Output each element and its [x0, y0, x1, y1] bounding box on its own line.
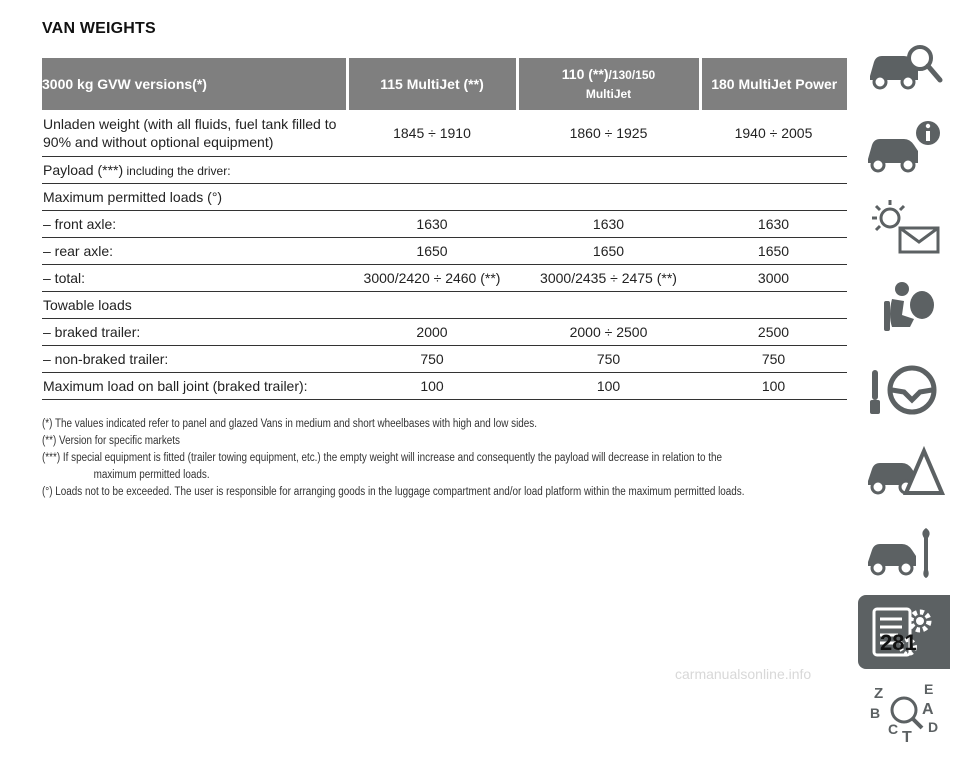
watermark: carmanualsonline.info [675, 666, 812, 682]
rear-axle-value-115: 1650 [347, 238, 517, 265]
header-110-130-150-multijet [517, 58, 700, 110]
total-value-110: 3000/2435 ÷ 2475 (**) [517, 265, 700, 292]
index-letter-b: B [870, 705, 881, 721]
ball-joint-value-115: 100 [347, 373, 517, 400]
car-maintenance-icon [862, 518, 946, 584]
header-110-label: 110 (**) [561, 66, 609, 82]
front-axle-value-115: 1630 [347, 211, 517, 238]
braked-trailer-value-110: 2000 ÷ 2500 [517, 319, 700, 346]
ball-joint-value-110: 100 [517, 373, 700, 400]
table-row-non-braked-trailer [42, 346, 847, 373]
index-letter-d: D [928, 719, 939, 735]
table-row-braked-trailer [42, 319, 847, 346]
van-weights-table [42, 58, 847, 400]
index-letter-e: E [924, 681, 934, 697]
tab-starting-and-driving[interactable] [858, 271, 950, 345]
footnote-2: (**) Version for specific markets [42, 435, 180, 447]
non-braked-trailer-value-180: 750 [700, 346, 847, 373]
rear-axle-label: – rear axle: [42, 238, 347, 265]
footnote-1: (*) The values indicated refer to panel and glazed Vans in medium and short wheelbases with high and low sides. [42, 418, 537, 430]
footnote-4: (°) Loads not to be exceeded. The user is responsible for arranging goods in the luggage compartment and/or load platform within the maximum permitted loads. [42, 486, 745, 498]
front-axle-label: – front axle: [42, 211, 347, 238]
header-versions: 3000 kg GVW versions(*) [42, 58, 347, 110]
unladen-label-line2: 90% and without optional equipment) [43, 134, 274, 150]
front-axle-value-110: 1630 [517, 211, 700, 238]
non-braked-trailer-value-110: 750 [517, 346, 700, 373]
braked-trailer-value-115: 2000 [347, 319, 517, 346]
alphabetical-index-icon [862, 680, 946, 746]
max-loads-label: Maximum permitted loads (°) [42, 184, 847, 211]
unladen-label-line1: Unladen weight (with all fluids, fuel tank filled to [43, 116, 337, 132]
index-letter-t: T [902, 729, 912, 746]
total-value-180: 3000 [700, 265, 847, 292]
table-row-towable-loads [42, 292, 847, 319]
index-letter-z: Z [874, 685, 884, 702]
unladen-weight-label [42, 110, 347, 157]
tab-safety[interactable] [858, 109, 950, 183]
braked-trailer-label: – braked trailer: [42, 319, 347, 346]
table-row-ball-joint [42, 373, 847, 400]
unladen-value-180: 1940 ÷ 2005 [700, 110, 847, 157]
payload-note-text: including the driver: [123, 164, 231, 178]
non-braked-trailer-label: – non-braked trailer: [42, 346, 347, 373]
non-braked-trailer-value-115: 750 [347, 346, 517, 373]
table-row-rear-axle [42, 238, 847, 265]
warning-lights-icon [862, 194, 946, 260]
braked-trailer-value-180: 2500 [700, 319, 847, 346]
car-info-icon [862, 113, 946, 179]
table-row-unladen-weight [42, 110, 847, 157]
table-row-max-loads [42, 184, 847, 211]
header-130-150-label: /130/150 [608, 68, 656, 82]
index-letter-a: A [922, 701, 934, 718]
tab-warning-lights[interactable] [858, 190, 950, 264]
payload-label-text: Payload (***) [43, 162, 124, 178]
total-value-115: 3000/2420 ÷ 2460 (**) [347, 265, 517, 292]
tab-servicing-and-care[interactable] [858, 433, 950, 507]
footnotes [42, 416, 850, 501]
ball-joint-value-180: 100 [700, 373, 847, 400]
car-search-icon [862, 32, 946, 98]
footnote-3-continued: maximum permitted loads. [93, 469, 210, 481]
total-label: – total: [42, 265, 347, 292]
tab-maintenance[interactable] [858, 514, 950, 588]
tab-index[interactable] [858, 676, 950, 750]
tab-in-an-emergency[interactable] [858, 352, 950, 426]
steering-wheel-icon [862, 356, 946, 422]
tab-knowing-the-vehicle[interactable] [858, 28, 950, 102]
table-row-front-axle [42, 211, 847, 238]
towable-loads-label: Towable loads [42, 292, 847, 319]
page-title: VAN WEIGHTS [42, 20, 156, 37]
unladen-value-115: 1845 ÷ 1910 [347, 110, 517, 157]
header-multijet-label: MultiJet [585, 87, 632, 101]
unladen-value-110: 1860 ÷ 1925 [517, 110, 700, 157]
footnote-3: (***) If special equipment is fitted (trailer towing equipment, etc.) the empty weight will increase and consequently the payload will decrease in relation to the [42, 452, 723, 464]
payload-label [42, 157, 847, 184]
front-axle-value-180: 1630 [700, 211, 847, 238]
header-115-multijet: 115 MultiJet (**) [347, 58, 517, 110]
rear-axle-value-180: 1650 [700, 238, 847, 265]
ball-joint-label: Maximum load on ball joint (braked trailer): [42, 373, 347, 400]
index-letter-c: C [888, 721, 899, 737]
header-180-multijet-power: 180 MultiJet Power [700, 58, 847, 110]
page-number: 281 [880, 630, 917, 655]
car-breakdown-icon [862, 437, 946, 503]
table-row-total [42, 265, 847, 292]
table-row-payload [42, 157, 847, 184]
seat-airbag-icon [862, 275, 946, 341]
table-header-row [42, 58, 847, 110]
rear-axle-value-110: 1650 [517, 238, 700, 265]
